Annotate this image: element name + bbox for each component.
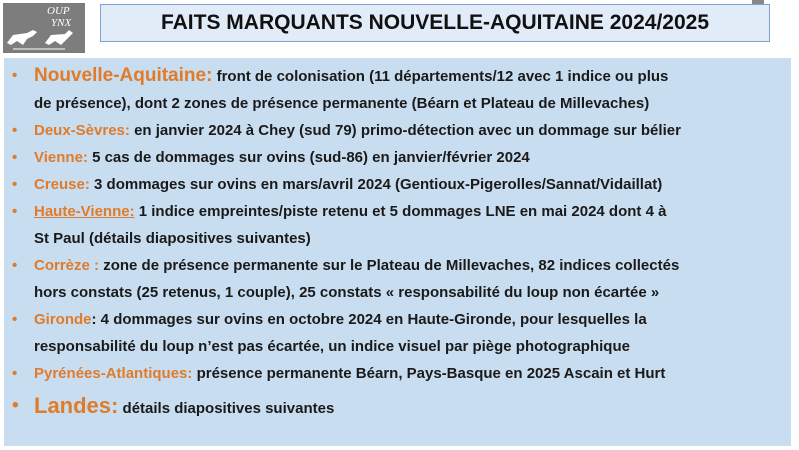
bullet-icon: • bbox=[12, 122, 18, 139]
item-label: Vienne: bbox=[34, 149, 88, 166]
item-text: zone de présence permanente sur le Plateau de Millevaches, 82 indices collectés bbox=[103, 257, 680, 274]
content-panel bbox=[4, 58, 791, 446]
item-label: Creuse: bbox=[34, 176, 90, 193]
item-text: responsabilité du loup n’est pas écartée, un indice visuel par piège photographique bbox=[34, 338, 630, 355]
item-text: en janvier 2024 à Chey (sud 79) primo-détection avec un dommage sur bélier bbox=[134, 122, 681, 139]
item-text: hors constats (25 retenus, 1 couple), 25 constats « responsabilité du loup non écartée » bbox=[34, 284, 660, 301]
item-label: Landes: bbox=[34, 393, 119, 418]
list-item bbox=[12, 171, 663, 198]
list-item bbox=[12, 144, 530, 171]
loup-lynx-logo bbox=[3, 3, 85, 53]
item-text: de présence), dont 2 zones de présence permanente (Béarn et Plateau de Millevaches) bbox=[34, 95, 650, 112]
item-label: Nouvelle-Aquitaine: bbox=[34, 65, 213, 86]
item-text: détails diapositives suivantes bbox=[122, 400, 335, 417]
bullet-icon: • bbox=[12, 67, 18, 84]
bullet-icon: • bbox=[12, 149, 18, 166]
item-text: présence permanente Béarn, Pays-Basque en 2025 Ascain et Hurt bbox=[196, 365, 666, 382]
item-label: Deux-Sèvres: bbox=[34, 122, 130, 139]
list-item bbox=[12, 306, 647, 360]
item-text: front de colonisation (11 départements/12 avec 1 indice ou plus bbox=[216, 68, 669, 85]
item-text: 1 indice empreintes/piste retenu et 5 dommages LNE en mai 2024 dont 4 à bbox=[138, 203, 667, 220]
bullet-icon: • bbox=[12, 365, 18, 382]
item-label: Gironde bbox=[34, 311, 92, 328]
title-box bbox=[100, 4, 770, 42]
item-text: 3 dommages sur ovins en mars/avril 2024 (Gentioux-Pigerolles/Sannat/Vidaillat) bbox=[94, 176, 663, 193]
item-label: Corrèze : bbox=[34, 257, 100, 274]
item-text: St Paul (détails diapositives suivantes) bbox=[34, 230, 311, 247]
list-item bbox=[12, 62, 669, 117]
logo-text: OUP bbox=[47, 5, 70, 17]
item-text: : 4 dommages sur ovins en octobre 2024 en Haute-Gironde, pour lesquelles la bbox=[91, 311, 647, 328]
item-text: 5 cas de dommages sur ovins (sud-86) en janvier/février 2024 bbox=[92, 149, 530, 166]
wolf-lynx-icon bbox=[3, 3, 85, 53]
page-title: FAITS MARQUANTS NOUVELLE-AQUITAINE 2024/2025 bbox=[160, 11, 710, 34]
bullet-icon: • bbox=[12, 395, 19, 416]
list-item bbox=[12, 252, 680, 306]
list-item bbox=[12, 360, 666, 387]
haute-vienne-link[interactable]: Haute-Vienne: bbox=[34, 203, 135, 220]
bullet-icon: • bbox=[12, 311, 18, 328]
logo-text: YNX bbox=[51, 17, 72, 29]
bullet-icon: • bbox=[12, 257, 18, 274]
bullet-icon: • bbox=[12, 203, 18, 220]
item-label: Pyrénées-Atlantiques: bbox=[34, 365, 193, 382]
list-item bbox=[12, 198, 667, 252]
list-item bbox=[12, 392, 335, 422]
list-item bbox=[12, 117, 681, 144]
bullet-icon: • bbox=[12, 176, 18, 193]
